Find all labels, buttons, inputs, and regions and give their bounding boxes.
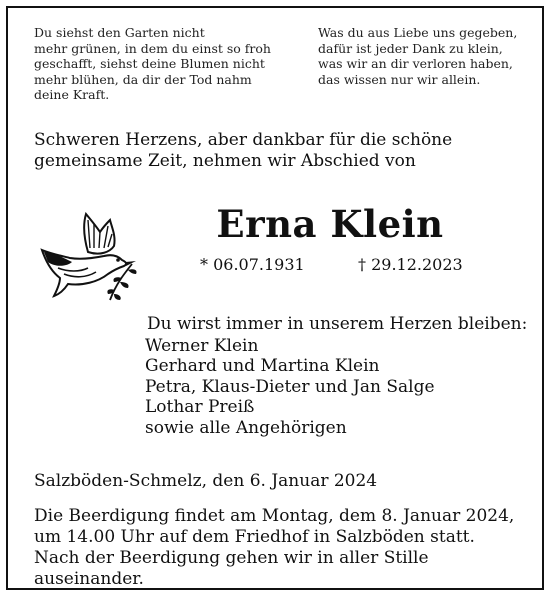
- poem-right: [318, 25, 533, 87]
- poem-left-line: Du siehst den Garten nicht: [34, 25, 205, 40]
- poem-right-line: das wissen nur wir allein.: [318, 71, 481, 87]
- birth-date: * 06.07.1931: [200, 255, 305, 274]
- poem-right-line: was wir an dir verloren haben,: [318, 56, 513, 71]
- place-and-date: Salzböden-Schmelz, den 6. Januar 2024: [34, 471, 378, 491]
- poem-left: [34, 25, 304, 103]
- intro-line: Schweren Herzens, aber dankbar für die schöne: [34, 130, 453, 150]
- funeral-line: um 14.00 Uhr auf dem Friedhof in Salzböden statt.: [34, 526, 475, 547]
- poem-left-line: mehr blühen, da dir der Tod nahm: [34, 71, 252, 87]
- family-member: Werner Klein: [145, 335, 259, 356]
- dove-with-olive-branch-icon: [38, 212, 142, 304]
- family-member: sowie alle Angehörigen: [145, 417, 347, 438]
- family-member: Lothar Preiß: [145, 397, 255, 418]
- family-lead: Du wirst immer in unserem Herzen bleiben:: [147, 314, 528, 334]
- poem-left-line: geschafft, siehst deine Blumen nicht: [34, 56, 265, 71]
- family-member: Petra, Klaus-Dieter und Jan Salge: [145, 376, 435, 397]
- death-date: † 29.12.2023: [358, 255, 463, 274]
- family-member: Gerhard und Martina Klein: [145, 356, 380, 377]
- poem-right-line: dafür ist jeder Dank zu klein,: [318, 40, 503, 56]
- funeral-info: [34, 506, 534, 589]
- funeral-line: Die Beerdigung findet am Montag, dem 8. Januar 2024,: [34, 506, 515, 526]
- poem-left-line: mehr grünen, in dem du einst so froh: [34, 40, 271, 56]
- family-block: [145, 314, 535, 439]
- funeral-line: Nach der Beerdigung gehen wir in aller Stille auseinander.: [34, 548, 429, 589]
- family-list: [145, 336, 535, 439]
- poem-left-line: deine Kraft.: [34, 87, 110, 102]
- poem-right-line: Was du aus Liebe uns gegeben,: [318, 25, 518, 40]
- intro-text: [34, 130, 524, 172]
- deceased-name: Erna Klein: [216, 202, 444, 246]
- intro-line: gemeinsame Zeit, nehmen wir Abschied von: [34, 151, 416, 171]
